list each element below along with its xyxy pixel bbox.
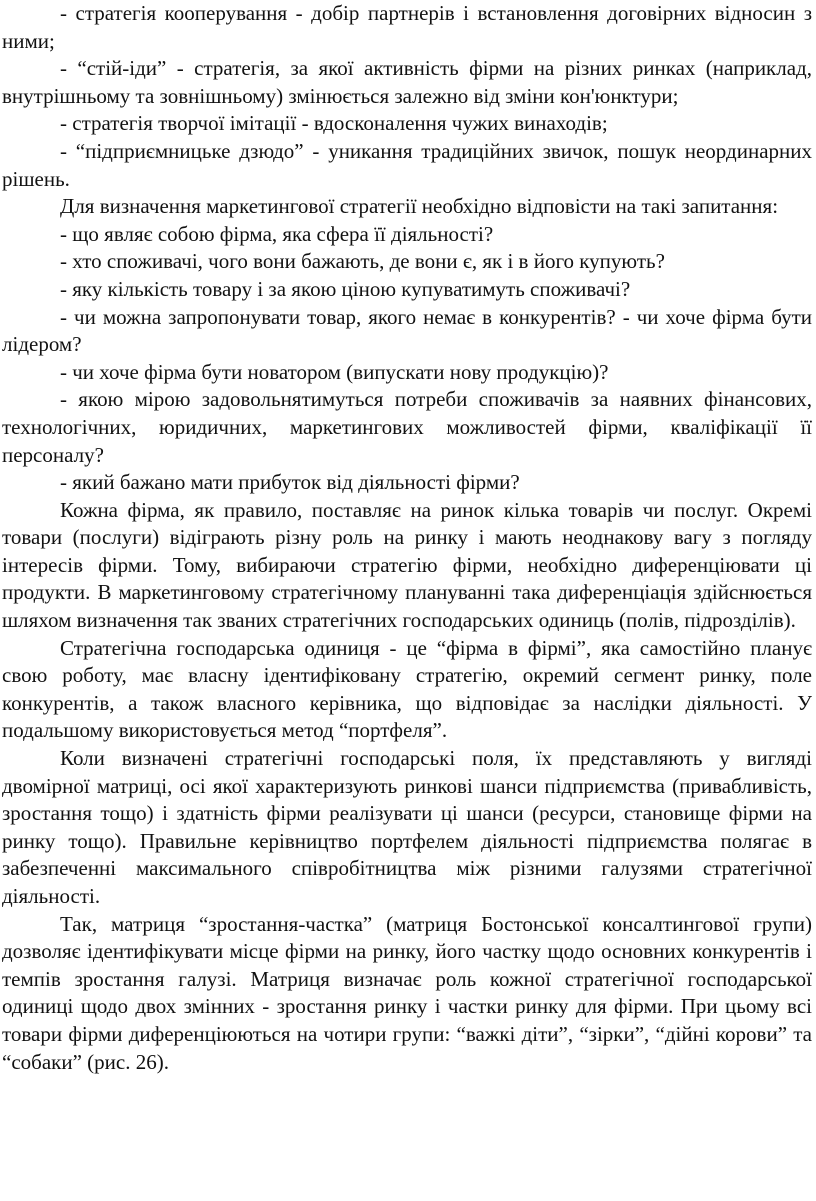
paragraph-strategic-business-unit: Стратегічна господарська одиниця - це “фірма в фірмі”, яка самостійно планує свою роботу, має власну ідентифіковану стратегію, окремий сегмент ринку, поле конкурентів, а також власного керівника, що відповідає за наслідки діяльності. У подальшому використовується метод “портфеля”.: [2, 635, 812, 743]
question-what-is-firm: - що являє собою фірма, яка сфера її діяльності?: [60, 221, 494, 246]
paragraph-questions-intro: Для визначення маркетингової стратегії необхідно відповісти на такі запитання:: [60, 194, 779, 219]
paragraph-product-differentiation: Кожна фірма, як правило, поставляє на ринок кілька товарів чи послуг. Окремі товари (послуги) відіграють різну роль на ринку і мають неоднакову вагу з погляду інтересів фірми. Тому, вибираючи стратегію фірми, необхідно диференціювати ці продукти. В маркетинговому стратегічному плануванні така диференціація здійснюється шляхом визначення так званих стратегічних господарських одиниць (полів, підрозділів).: [2, 497, 812, 633]
list-item-stop-go-strategy: - “стій-іди” - стратегія, за якої активність фірми на різних ринках (наприклад, внутрішньому та зовнішньому) змінюється залежно від зміни кон'юнктури;: [2, 56, 812, 108]
question-needs-satisfaction: - якою мірою задовольнятимуться потреби споживачів за наявних фінансових, технологічних, юридичних, маркетингових можливостей фірми, кваліфікації її персоналу?: [2, 387, 812, 467]
list-item-creative-imitation: - стратегія творчої імітації - вдосконалення чужих винаходів;: [60, 111, 608, 136]
list-item-cooperation-strategy: - стратегія кооперування - добір партнерів і встановлення договірних відносин з ними;: [2, 1, 812, 53]
paragraph-bcg-matrix: Так, матриця “зростання-частка” (матриця Бостонської консалтингової групи) дозволяє ідентифікувати місце фірми на ринку, його частку щодо основних конкурентів і темпів зростання галузі. Матриця визначає роль кожної стратегічної господарської одиниці щодо двох змінних - зростання ринку і частки ринку для фірми. При цьому всі товари фірми диференціюються на чотири групи: “важкі діти”, “зірки”, “дійні корови” та “собаки” (рис. 26).: [2, 911, 812, 1074]
list-item-entrepreneurial-judo: - “підприємницьке дзюдо” - уникання традиційних звичок, пошук неординарних рішень.: [2, 138, 812, 191]
question-who-consumers: - хто споживачі, чого вони бажають, де вони є, як і в його купують?: [60, 249, 665, 274]
question-profit: - який бажано мати прибуток від діяльності фірми?: [60, 470, 520, 495]
question-new-product-leader: - чи можна запропонувати товар, якого немає в конкурентів? - чи хоче фірма бути лідером?: [2, 304, 812, 357]
question-innovator: - чи хоче фірма бути новатором (випускати нову продукцію)?: [60, 359, 609, 384]
question-quantity-price: - яку кількість товару і за якою ціною купуватимуть споживачі?: [60, 276, 631, 301]
paragraph-portfolio-matrix: Коли визначені стратегічні господарські поля, їх представляють у вигляді двомірної матриці, осі якої характеризують ринкові шанси підприємства (привабливість, зростання тощо) і здатність фірми реалізувати ці шанси (ресурси, становище фірми на ринку тощо). Правильне керівництво портфелем діяльності підприємства полягає в забезпеченні максимального співробітництва між різними галузями стратегічної діяльності.: [2, 746, 812, 908]
